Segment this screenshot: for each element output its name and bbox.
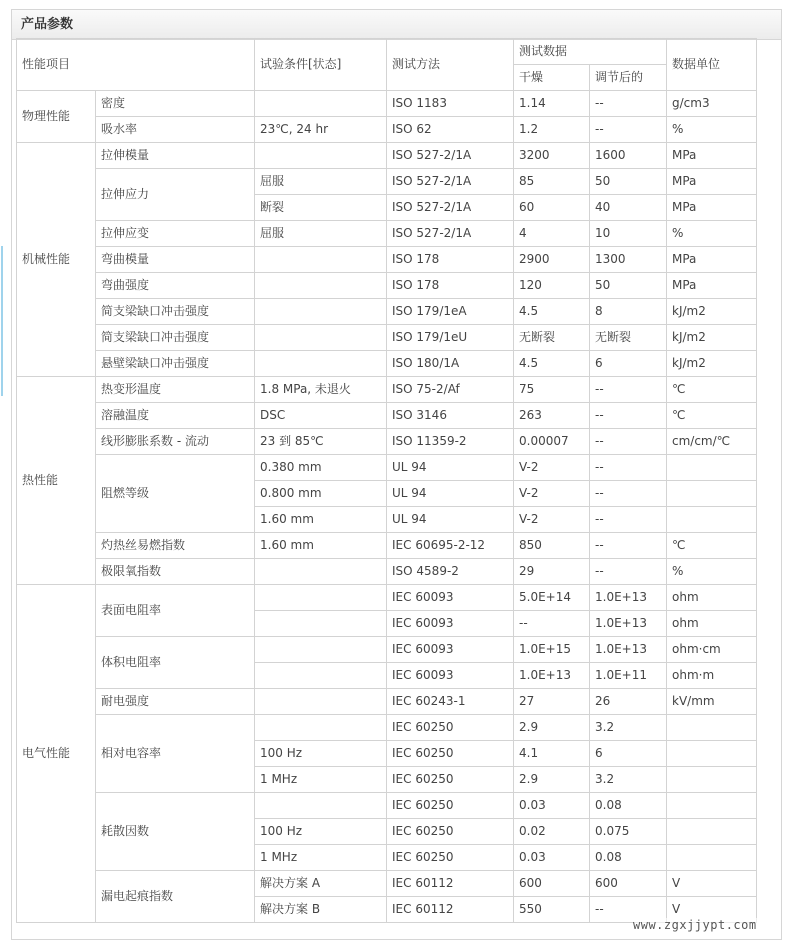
method-cell: IEC 60243-1 bbox=[387, 689, 514, 715]
conditioned-value-cell: -- bbox=[590, 559, 667, 585]
property-cell: 耗散因数 bbox=[96, 793, 255, 871]
method-cell: IEC 60112 bbox=[387, 897, 514, 923]
unit-cell bbox=[667, 741, 757, 767]
conditioned-value-cell: 6 bbox=[590, 351, 667, 377]
dry-value-cell: 1.0E+15 bbox=[514, 637, 590, 663]
condition-cell bbox=[255, 325, 387, 351]
dry-value-cell: 2.9 bbox=[514, 767, 590, 793]
condition-cell bbox=[255, 585, 387, 611]
table-row bbox=[17, 143, 757, 169]
conditioned-value-cell: 26 bbox=[590, 689, 667, 715]
condition-cell bbox=[255, 247, 387, 273]
property-cell: 简支梁缺口冲击强度 bbox=[96, 299, 255, 325]
dry-value-cell: 2.9 bbox=[514, 715, 590, 741]
unit-cell: ohm bbox=[667, 585, 757, 611]
conditioned-value-cell: -- bbox=[590, 117, 667, 143]
conditioned-value-cell: 8 bbox=[590, 299, 667, 325]
method-cell: ISO 527-2/1A bbox=[387, 221, 514, 247]
method-cell: ISO 75-2/Af bbox=[387, 377, 514, 403]
unit-cell: g/cm3 bbox=[667, 91, 757, 117]
conditioned-value-cell: -- bbox=[590, 897, 667, 923]
condition-cell: 0.800 mm bbox=[255, 481, 387, 507]
unit-cell bbox=[667, 715, 757, 741]
property-cell: 密度 bbox=[96, 91, 255, 117]
method-cell: ISO 527-2/1A bbox=[387, 169, 514, 195]
conditioned-value-cell: 1.0E+11 bbox=[590, 663, 667, 689]
unit-cell: % bbox=[667, 221, 757, 247]
condition-cell: 断裂 bbox=[255, 195, 387, 221]
dry-value-cell: 1.2 bbox=[514, 117, 590, 143]
conditioned-value-cell: 1600 bbox=[590, 143, 667, 169]
table-row bbox=[17, 377, 757, 403]
header-unit: 数据单位 bbox=[667, 39, 757, 91]
table-row bbox=[17, 429, 757, 455]
dry-value-cell: 29 bbox=[514, 559, 590, 585]
table-row bbox=[17, 169, 757, 195]
method-cell: IEC 60250 bbox=[387, 715, 514, 741]
conditioned-value-cell: 50 bbox=[590, 169, 667, 195]
dry-value-cell: 27 bbox=[514, 689, 590, 715]
condition-cell: 23℃, 24 hr bbox=[255, 117, 387, 143]
unit-cell bbox=[667, 507, 757, 533]
conditioned-value-cell: 6 bbox=[590, 741, 667, 767]
dry-value-cell: V-2 bbox=[514, 507, 590, 533]
dry-value-cell: 0.00007 bbox=[514, 429, 590, 455]
property-cell: 吸水率 bbox=[96, 117, 255, 143]
table-row bbox=[17, 715, 757, 741]
conditioned-value-cell: 0.075 bbox=[590, 819, 667, 845]
group-cell: 物理性能 bbox=[17, 91, 96, 143]
unit-cell: kJ/m2 bbox=[667, 325, 757, 351]
condition-cell bbox=[255, 611, 387, 637]
method-cell: ISO 527-2/1A bbox=[387, 143, 514, 169]
conditioned-value-cell: 10 bbox=[590, 221, 667, 247]
conditioned-value-cell: -- bbox=[590, 429, 667, 455]
condition-cell: 解决方案 B bbox=[255, 897, 387, 923]
dry-value-cell: 4.1 bbox=[514, 741, 590, 767]
unit-cell: MPa bbox=[667, 195, 757, 221]
property-cell: 相对电容率 bbox=[96, 715, 255, 793]
method-cell: ISO 1183 bbox=[387, 91, 514, 117]
header-conditioned: 调节后的 bbox=[590, 65, 667, 91]
condition-cell: 解决方案 A bbox=[255, 871, 387, 897]
condition-cell bbox=[255, 91, 387, 117]
unit-cell: ℃ bbox=[667, 403, 757, 429]
unit-cell: ohm·m bbox=[667, 663, 757, 689]
property-cell: 拉伸模量 bbox=[96, 143, 255, 169]
group-cell: 热性能 bbox=[17, 377, 96, 585]
property-cell: 拉伸应力 bbox=[96, 169, 255, 221]
property-cell: 溶融温度 bbox=[96, 403, 255, 429]
header-dry: 干燥 bbox=[514, 65, 590, 91]
method-cell: IEC 60250 bbox=[387, 845, 514, 871]
method-cell: IEC 60093 bbox=[387, 637, 514, 663]
unit-cell: ℃ bbox=[667, 533, 757, 559]
method-cell: IEC 60250 bbox=[387, 793, 514, 819]
condition-cell bbox=[255, 299, 387, 325]
table-row bbox=[17, 351, 757, 377]
condition-cell: 23 到 85℃ bbox=[255, 429, 387, 455]
conditioned-value-cell: 50 bbox=[590, 273, 667, 299]
method-cell: ISO 3146 bbox=[387, 403, 514, 429]
method-cell: IEC 60250 bbox=[387, 819, 514, 845]
dry-value-cell: 4.5 bbox=[514, 299, 590, 325]
method-cell: ISO 62 bbox=[387, 117, 514, 143]
conditioned-value-cell: 1.0E+13 bbox=[590, 611, 667, 637]
unit-cell: MPa bbox=[667, 273, 757, 299]
property-cell: 弯曲模量 bbox=[96, 247, 255, 273]
table-row bbox=[17, 871, 757, 897]
method-cell: ISO 4589-2 bbox=[387, 559, 514, 585]
property-cell: 极限氧指数 bbox=[96, 559, 255, 585]
header-condition: 试验条件[状态] bbox=[255, 39, 387, 91]
dry-value-cell: -- bbox=[514, 611, 590, 637]
dry-value-cell: 无断裂 bbox=[514, 325, 590, 351]
method-cell: ISO 527-2/1A bbox=[387, 195, 514, 221]
method-cell: UL 94 bbox=[387, 507, 514, 533]
conditioned-value-cell: 40 bbox=[590, 195, 667, 221]
property-cell: 弯曲强度 bbox=[96, 273, 255, 299]
unit-cell: V bbox=[667, 897, 757, 923]
table-row bbox=[17, 221, 757, 247]
unit-cell: % bbox=[667, 117, 757, 143]
group-cell: 电气性能 bbox=[17, 585, 96, 923]
unit-cell: ℃ bbox=[667, 377, 757, 403]
table-row bbox=[17, 793, 757, 819]
table-row bbox=[17, 637, 757, 663]
method-cell: ISO 180/1A bbox=[387, 351, 514, 377]
condition-cell: 1.60 mm bbox=[255, 533, 387, 559]
method-cell: IEC 60250 bbox=[387, 767, 514, 793]
condition-cell: 0.380 mm bbox=[255, 455, 387, 481]
table-body bbox=[17, 91, 757, 923]
conditioned-value-cell: 0.08 bbox=[590, 793, 667, 819]
method-cell: ISO 178 bbox=[387, 273, 514, 299]
unit-cell bbox=[667, 819, 757, 845]
dry-value-cell: 120 bbox=[514, 273, 590, 299]
table-row bbox=[17, 247, 757, 273]
table-row bbox=[17, 559, 757, 585]
dry-value-cell: 850 bbox=[514, 533, 590, 559]
table-row bbox=[17, 299, 757, 325]
property-cell: 拉伸应变 bbox=[96, 221, 255, 247]
dry-value-cell: 550 bbox=[514, 897, 590, 923]
unit-cell bbox=[667, 455, 757, 481]
condition-cell: 100 Hz bbox=[255, 819, 387, 845]
unit-cell bbox=[667, 793, 757, 819]
unit-cell: MPa bbox=[667, 247, 757, 273]
conditioned-value-cell: -- bbox=[590, 455, 667, 481]
unit-cell: kJ/m2 bbox=[667, 299, 757, 325]
conditioned-value-cell: -- bbox=[590, 91, 667, 117]
unit-cell: V bbox=[667, 871, 757, 897]
condition-cell: 1.8 MPa, 未退火 bbox=[255, 377, 387, 403]
unit-cell: ohm bbox=[667, 611, 757, 637]
unit-cell: ohm·cm bbox=[667, 637, 757, 663]
method-cell: ISO 11359-2 bbox=[387, 429, 514, 455]
unit-cell: kV/mm bbox=[667, 689, 757, 715]
method-cell: ISO 178 bbox=[387, 247, 514, 273]
method-cell: IEC 60093 bbox=[387, 663, 514, 689]
watermark: www.zgxjjypt.com bbox=[633, 918, 757, 932]
conditioned-value-cell: -- bbox=[590, 533, 667, 559]
dry-value-cell: 263 bbox=[514, 403, 590, 429]
conditioned-value-cell: 3.2 bbox=[590, 767, 667, 793]
method-cell: IEC 60093 bbox=[387, 611, 514, 637]
conditioned-value-cell: -- bbox=[590, 377, 667, 403]
condition-cell bbox=[255, 663, 387, 689]
property-cell: 漏电起痕指数 bbox=[96, 871, 255, 923]
table-row bbox=[17, 533, 757, 559]
dry-value-cell: 5.0E+14 bbox=[514, 585, 590, 611]
property-cell: 表面电阻率 bbox=[96, 585, 255, 637]
unit-cell: cm/cm/℃ bbox=[667, 429, 757, 455]
unit-cell bbox=[667, 481, 757, 507]
property-cell: 热变形温度 bbox=[96, 377, 255, 403]
table-row bbox=[17, 117, 757, 143]
unit-cell: MPa bbox=[667, 169, 757, 195]
table-row bbox=[17, 325, 757, 351]
left-accent-line bbox=[1, 246, 3, 396]
table-row bbox=[17, 585, 757, 611]
conditioned-value-cell: 0.08 bbox=[590, 845, 667, 871]
condition-cell bbox=[255, 637, 387, 663]
dry-value-cell: 1.14 bbox=[514, 91, 590, 117]
dry-value-cell: 75 bbox=[514, 377, 590, 403]
property-cell: 耐电强度 bbox=[96, 689, 255, 715]
condition-cell: 屈服 bbox=[255, 169, 387, 195]
header-test-data: 测试数据 bbox=[514, 39, 667, 65]
dry-value-cell: 0.03 bbox=[514, 793, 590, 819]
conditioned-value-cell: 600 bbox=[590, 871, 667, 897]
unit-cell: MPa bbox=[667, 143, 757, 169]
group-cell: 机械性能 bbox=[17, 143, 96, 377]
dry-value-cell: 1.0E+13 bbox=[514, 663, 590, 689]
condition-cell bbox=[255, 715, 387, 741]
condition-cell bbox=[255, 793, 387, 819]
conditioned-value-cell: -- bbox=[590, 507, 667, 533]
header-method: 测试方法 bbox=[387, 39, 514, 91]
unit-cell: % bbox=[667, 559, 757, 585]
dry-value-cell: 3200 bbox=[514, 143, 590, 169]
condition-cell: 屈服 bbox=[255, 221, 387, 247]
dry-value-cell: 85 bbox=[514, 169, 590, 195]
unit-cell bbox=[667, 845, 757, 871]
condition-cell bbox=[255, 689, 387, 715]
conditioned-value-cell: 3.2 bbox=[590, 715, 667, 741]
conditioned-value-cell: -- bbox=[590, 403, 667, 429]
conditioned-value-cell: 1.0E+13 bbox=[590, 585, 667, 611]
condition-cell: 1 MHz bbox=[255, 845, 387, 871]
dry-value-cell: 600 bbox=[514, 871, 590, 897]
header-row bbox=[17, 39, 757, 65]
method-cell: IEC 60250 bbox=[387, 741, 514, 767]
condition-cell: 100 Hz bbox=[255, 741, 387, 767]
method-cell: IEC 60112 bbox=[387, 871, 514, 897]
product-params-table bbox=[16, 38, 757, 923]
conditioned-value-cell: 1.0E+13 bbox=[590, 637, 667, 663]
panel-title: 产品参数 bbox=[12, 10, 781, 40]
dry-value-cell: 4.5 bbox=[514, 351, 590, 377]
condition-cell bbox=[255, 559, 387, 585]
method-cell: ISO 179/1eU bbox=[387, 325, 514, 351]
method-cell: UL 94 bbox=[387, 481, 514, 507]
table-row bbox=[17, 689, 757, 715]
condition-cell: 1.60 mm bbox=[255, 507, 387, 533]
condition-cell bbox=[255, 351, 387, 377]
condition-cell: 1 MHz bbox=[255, 767, 387, 793]
table-row bbox=[17, 273, 757, 299]
dry-value-cell: 2900 bbox=[514, 247, 590, 273]
method-cell: IEC 60093 bbox=[387, 585, 514, 611]
dry-value-cell: V-2 bbox=[514, 455, 590, 481]
conditioned-value-cell: 1300 bbox=[590, 247, 667, 273]
property-cell: 悬壁梁缺口冲击强度 bbox=[96, 351, 255, 377]
dry-value-cell: 0.02 bbox=[514, 819, 590, 845]
unit-cell: kJ/m2 bbox=[667, 351, 757, 377]
condition-cell bbox=[255, 143, 387, 169]
property-cell: 灼热丝易燃指数 bbox=[96, 533, 255, 559]
header-property: 性能项目 bbox=[17, 39, 255, 91]
condition-cell bbox=[255, 273, 387, 299]
dry-value-cell: 4 bbox=[514, 221, 590, 247]
dry-value-cell: 60 bbox=[514, 195, 590, 221]
property-cell: 体积电阻率 bbox=[96, 637, 255, 689]
dry-value-cell: 0.03 bbox=[514, 845, 590, 871]
property-cell: 简支梁缺口冲击强度 bbox=[96, 325, 255, 351]
table-row bbox=[17, 455, 757, 481]
method-cell: ISO 179/1eA bbox=[387, 299, 514, 325]
method-cell: UL 94 bbox=[387, 455, 514, 481]
property-cell: 线形膨胀系数 - 流动 bbox=[96, 429, 255, 455]
table-row bbox=[17, 403, 757, 429]
conditioned-value-cell: 无断裂 bbox=[590, 325, 667, 351]
condition-cell: DSC bbox=[255, 403, 387, 429]
dry-value-cell: V-2 bbox=[514, 481, 590, 507]
method-cell: IEC 60695-2-12 bbox=[387, 533, 514, 559]
unit-cell bbox=[667, 767, 757, 793]
property-cell: 阻燃等级 bbox=[96, 455, 255, 533]
table-row bbox=[17, 91, 757, 117]
conditioned-value-cell: -- bbox=[590, 481, 667, 507]
